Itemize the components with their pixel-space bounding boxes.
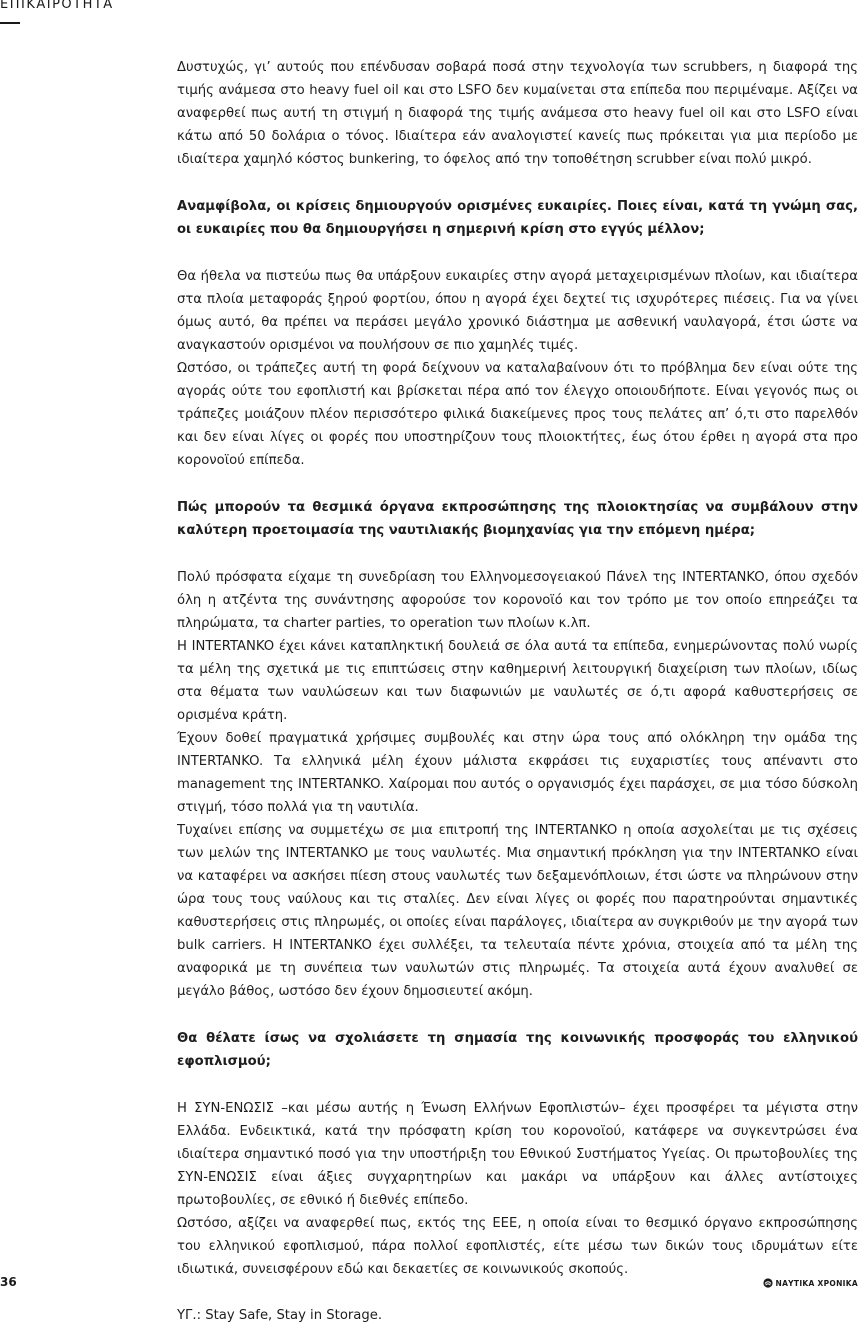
answer-2-paragraph: Έχουν δοθεί πραγματικά χρήσιμες συμβουλές και στην ώρα τους από ολόκληρη την ομάδα της INTERTANKO. Τα ελληνικά μέλη έχουν μάλιστα εκφράσει τις ευχαριστίες τους απέναντι στο management της INTERTANKO. Χαίρομαι που αυτός ο οργανισμός έχει παράσχει, σε μια τόσο δύσκολη στιγμή, τόσο πολλά για τη ναυτιλία. bbox=[177, 727, 858, 819]
answer-3-paragraph: Η ΣΥΝ-ΕΝΩΣΙΣ –και μέσω αυτής η Ένωση Ελλήνων Εφοπλιστών– έχει προσφέρει τα μέγιστα στην Ελλάδα. Ενδεικτικά, κατά την πρόσφατη κρίση του κορονοϊού, κατάφερε να συγκεντρώσει ένα ιδιαίτερα σημαντικό ποσό για την υποστήριξη του Εθνικού Συστήματος Υγείας. Οι πρωτοβουλίες της ΣΥΝ-ΕΝΩΣΙΣ είναι άξιες συγχαρητηρίων και μακάρι να υπάρξουν και άλλες αντίστοιχες πρωτοβουλίες, σε εθνικό ή διεθνές επίπεδο. bbox=[177, 1097, 858, 1212]
answer-1-paragraph: Ωστόσο, οι τράπεζες αυτή τη φορά δείχνουν να καταλαβαίνουν ότι το πρόβλημα δεν είναι ούτε της αγοράς ούτε του εφοπλιστή και βρίσκεται πέρα από τον έλεγχο οποιουδήποτε. Είναι γεγονός πως οι τράπεζες μοιάζουν πλέον περισσότερο φιλικά διακείμενες προς τους πελάτες απ’ ό,τι στο παρελθόν και δεν είναι λίγες οι φορές που υποστηρίζουν τους πλοιοκτήτες, έως ότου έρθει η αγορά στα προ κορονοϊού επίπεδα. bbox=[177, 357, 858, 472]
publication-brand bbox=[763, 1278, 858, 1288]
globe-logo-icon bbox=[763, 1278, 773, 1288]
section-divider bbox=[0, 22, 20, 24]
postscript: ΥΓ.: Stay Safe, Stay in Storage. bbox=[177, 1304, 858, 1327]
answer-2-paragraph: Τυχαίνει επίσης να συμμετέχω σε μια επιτροπή της INTERTANKO η οποία ασχολείται με τις σχέσεις των μελών της INTERTANKO με τους ναυλωτές. Μια σημαντική πρόκληση για την INTERTANKO είναι να καταφέρει να ασκήσει πίεση στους ναυλωτές των δεξαμενόπλοιων, έτσι ώστε να πληρώνουν στην ώρα τους τους ναύλους και τις σταλίες. Δεν είναι λίγες οι φορές που παρατηρούνται σημαντικές καθυστερήσεις στις πληρωμές, οι οποίες είναι παράλογες, ιδιαίτερα αν συγκριθούν με την αγορά των bulk carriers. Η INTERTANKO έχει συλλέξει, τα τελευταία πέντε χρόνια, στοιχεία από τα μέλη της αναφορικά με τη συνέπεια των ναυλωτών στις πληρωμές. Τα στοιχεία αυτά έχουν αναλυθεί σε μεγάλο βάθος, ωστόσο δεν έχουν δημοσιευτεί ακόμη. bbox=[177, 819, 858, 1003]
section-label: ΕΠΙΚΑΙΡΟΤΗΤΑ bbox=[0, 0, 114, 12]
answer-2-paragraph: Η INTERTANKO έχει κάνει καταπληκτική δουλειά σε όλα αυτά τα επίπεδα, ενημερώνοντας πολύ νωρίς τα μέλη της σχετικά με τις επιπτώσεις στην καθημερινή λειτουργική διαχείριση των πλοίων, ιδίως στα θέματα των ναυλώσεων και των διαφωνιών με ναυλωτές σε ό,τι αφορά καθυστερήσεις σε ορισμένα κράτη. bbox=[177, 635, 858, 727]
answer-2-paragraph: Πολύ πρόσφατα είχαμε τη συνεδρίαση του Ελληνομεσογειακού Πάνελ της INTERTANKO, όπου σχεδόν όλη η ατζέντα της συνάντησης αφορούσε τον κορονοϊό και τον τρόπο με τον οποίο επηρεάζει τα πληρώματα, τα charter parties, το operation των πλοίων κ.λπ. bbox=[177, 566, 858, 635]
intro-paragraph: Δυστυχώς, γι’ αυτούς που επένδυσαν σοβαρά ποσά στην τεχνολογία των scrubbers, η διαφορά της τιμής ανάμεσα στο heavy fuel oil και στο LSFO δεν κυμαίνεται στα επίπεδα που περιμέναμε. Αξίζει να αναφερθεί πως αυτή τη στιγμή η διαφορά της τιμής ανάμεσα στο heavy fuel oil και στο LSFO είναι κάτω από 50 δολάρια ο τόνος. Ιδιαίτερα εάν αναλογιστεί κανείς πως πρόκειται για μια περίοδο με ιδιαίτερα χαμηλό κόστος bunkering, το όφελος από την τοποθέτηση scrubber είναι πολύ μικρό. bbox=[177, 56, 858, 171]
answer-1-paragraph: Θα ήθελα να πιστεύω πως θα υπάρξουν ευκαιρίες στην αγορά μεταχειρισμένων πλοίων, και ιδιαίτερα στα πλοία μεταφοράς ξηρού φορτίου, όπου η αγορά έχει δεχτεί τις ισχυρότερες πιέσεις. Για να γίνει όμως αυτό, θα πρέπει να περάσει μεγάλο χρονικό διάστημα με ασθενική ναυλαγορά, έτσι ώστε να αναγκαστούν ορισμένοι να πουλήσουν σε πιο χαμηλές τιμές. bbox=[177, 265, 858, 357]
question-3: Θα θέλατε ίσως να σχολιάσετε τη σημασία της κοινωνικής προσφοράς του ελληνικού εφοπλισμού; bbox=[177, 1027, 858, 1073]
article-body bbox=[177, 56, 858, 1327]
page-number: 36 bbox=[0, 1275, 17, 1289]
answer-3-paragraph: Ωστόσο, αξίζει να αναφερθεί πως, εκτός της ΕΕΕ, η οποία είναι το θεσμικό όργανο εκπροσώπησης του ελληνικού εφοπλισμού, πάρα πολλοί εφοπλιστές, είτε μέσω των δικών τους ιδρυμάτων είτε ιδιωτικά, συνεισφέρουν εδώ και δεκαετίες σε κοινωνικούς σκοπούς. bbox=[177, 1212, 858, 1281]
question-1: Αναμφίβολα, οι κρίσεις δημιουργούν ορισμένες ευκαιρίες. Ποιες είναι, κατά τη γνώμη σας, οι ευκαιρίες που θα δημιουργήσει η σημερινή κρίση στο εγγύς μέλλον; bbox=[177, 195, 858, 241]
publication-name: ΝΑΥΤΙΚΑ ΧΡΟΝΙΚΑ bbox=[776, 1279, 858, 1288]
question-2: Πώς μπορούν τα θεσμικά όργανα εκπροσώπησης της πλοιοκτησίας να συμβάλουν στην καλύτερη προετοιμασία της ναυτιλιακής βιομηχανίας για την επόμενη ημέρα; bbox=[177, 496, 858, 542]
